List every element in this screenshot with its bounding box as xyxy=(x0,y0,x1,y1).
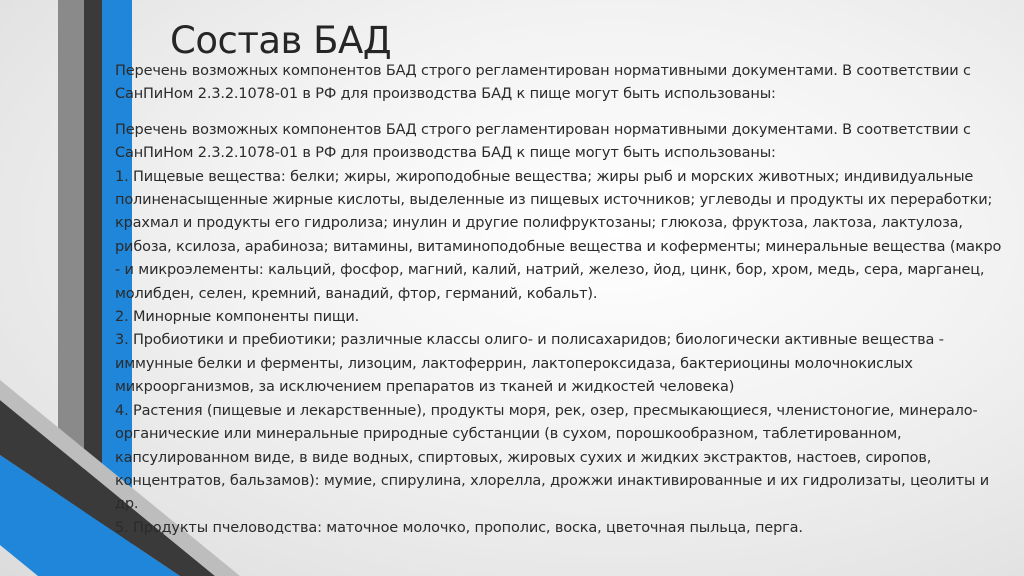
list-item-5: 5. Продукты пчеловодства: маточное молочко, прополис, воска, цветочная пыльца, перга. xyxy=(115,519,803,536)
list-item-2: 2. Минорные компоненты пищи. xyxy=(115,309,360,326)
intro-paragraph: Перечень возможных компонентов БАД строго регламентирован нормативными документами. В соответствии с СанПиНом 2.3.2.1078-01 в РФ для производства БАД к пище могут быть использованы: xyxy=(115,121,971,162)
intro-paragraph-repeated: Перечень возможных компонентов БАД строго регламентирован нормативными документами. В соответствии с СанПиНом 2.3.2.1078-01 в РФ для производства БАД к пище могут быть использованы: xyxy=(115,63,971,103)
slide-body xyxy=(115,60,1005,540)
slide-title: Состав БАД xyxy=(170,19,392,62)
list-item-3: 3. Пробиотики и пребиотики; различные классы олиго- и полисахаридов; биологически активные вещества - иммунные белки и ферменты, лизоцим, лактоферрин, лактопероксидаза, бактериоцины молочнокислых микроорганизмов, за исключением препаратов из тканей и жидкостей человека) xyxy=(115,332,944,396)
list-item-1: 1. Пищевые вещества: белки; жиры, жироподобные вещества; жиры рыб и морских животных; индивидуальные полиненасыщенные жирные кислоты, выделенные из пищевых источников; углеводы и продукты их переработки; крахмал и продукты его гидролиза; инулин и другие полифруктозаны; глюкоза, фруктоза, лактоза, лактулоза, рибоза, ксилоза, арабиноза; витамины, витаминоподобные вещества и коферменты; минеральные вещества (макро - и микроэлементы: кальций, фосфор, магний, калий, натрий, железо, йод, цинк, бор, хром, медь, сера, марганец, молибден, селен, кремний, ванадий, фтор, германий, кобальт). xyxy=(115,168,1002,302)
list-item-4: 4. Растения (пищевые и лекарственные), продукты моря, рек, озер, пресмыкающиеся, членистоногие, минерало-органические или минеральные природные субстанции (в сухом, порошкообразном, таблетированном, капсулированном виде, в виде водных, спиртовых, жировых сухих и жидких экстрактов, настоев, сиропов, концентратов, бальзамов): мумие, спирулина, хлорелла, дрожжи инактивированные и их гидролизаты, цеолиты и др. xyxy=(115,402,989,513)
